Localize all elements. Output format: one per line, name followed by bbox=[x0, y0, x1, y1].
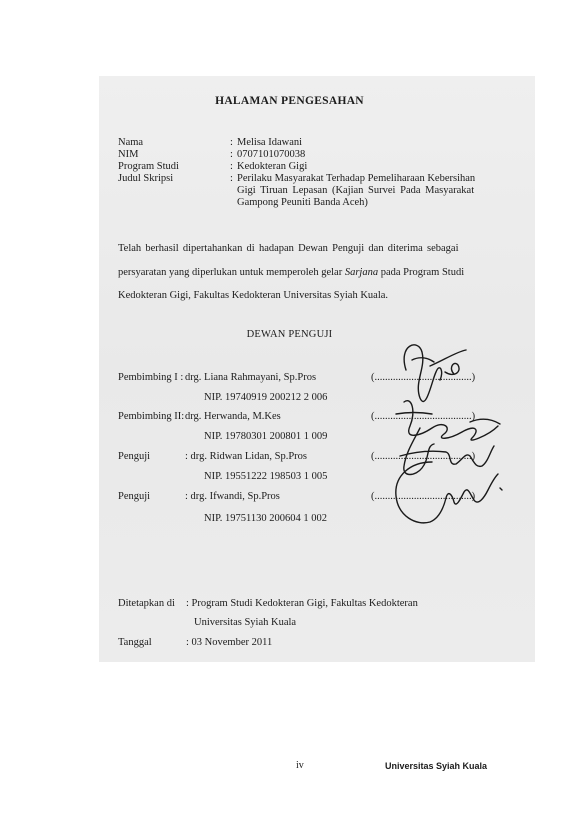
examiner-nip-4: NIP. 19751130 200604 1 002 bbox=[204, 513, 327, 524]
examiner-role-3: Penguji bbox=[118, 451, 151, 462]
ditetapkan-value-2: Universitas Syiah Kuala bbox=[194, 617, 297, 628]
field-label-nama: Nama bbox=[118, 137, 144, 148]
examiner-name-4: : drg. Ifwandi, Sp.Pros bbox=[185, 491, 280, 502]
footer-university: Universitas Syiah Kuala bbox=[385, 761, 488, 771]
signature-line-1: (.....................................) bbox=[371, 372, 476, 383]
field-label-program-studi: Program Studi bbox=[118, 161, 179, 172]
examiner-nip-1: NIP. 19740919 200212 2 006 bbox=[204, 392, 328, 403]
signature-line-4: (.....................................) bbox=[371, 491, 476, 502]
signature-line-3: (.....................................) bbox=[371, 451, 476, 462]
field-value-program-studi: Kedokteran Gigi bbox=[237, 161, 308, 172]
paragraph-line-2-end: pada Program Studi bbox=[378, 267, 465, 278]
paragraph-line-2-text: persyaratan yang diperlukan untuk memperoleh gelar bbox=[118, 267, 345, 278]
examiner-name-2: drg. Herwanda, M.Kes bbox=[185, 411, 281, 422]
field-colon-judul-skripsi: : bbox=[230, 173, 233, 184]
degree-name: Sarjana bbox=[344, 267, 379, 278]
board-title: DEWAN PENGUJI bbox=[246, 329, 333, 340]
signature-line-2: (.....................................) bbox=[371, 411, 476, 422]
tanggal-value: : 03 November 2011 bbox=[186, 637, 273, 648]
field-colon-nama: : bbox=[230, 137, 233, 148]
page-number: iv bbox=[296, 760, 304, 771]
field-label-judul-skripsi: Judul Skripsi bbox=[118, 173, 174, 184]
examiner-name-1: drg. Liana Rahmayani, Sp.Pros bbox=[185, 372, 317, 383]
paragraph-line-1: Telah berhasil dipertahankan di hadapan Dewan Penguji dan diterima sebagai bbox=[118, 243, 459, 254]
examiner-role-2: Pembimbing II: bbox=[118, 411, 185, 422]
signature-4 bbox=[396, 462, 502, 523]
examiner-role-1: Pembimbing I : bbox=[118, 372, 184, 383]
judul-line-2: Gigi Tiruan Lepasan (Kajian Survei Pada Masyarakat bbox=[237, 185, 475, 196]
signature-2 bbox=[396, 401, 500, 440]
ditetapkan-value: : Program Studi Kedokteran Gigi, Fakultas Kedokteran bbox=[186, 598, 418, 609]
field-label-nim: NIM bbox=[118, 149, 139, 160]
examiner-name-3: : drg. Ridwan Lidan, Sp.Pros bbox=[185, 451, 308, 462]
examiner-nip-2: NIP. 19780301 200801 1 009 bbox=[204, 431, 328, 442]
page-title: HALAMAN PENGESAHAN bbox=[215, 95, 364, 107]
ditetapkan-label: Ditetapkan di bbox=[118, 598, 175, 609]
field-colon-nim: : bbox=[230, 149, 233, 160]
signature-1 bbox=[404, 345, 466, 402]
judul-line-3: Gampong Peuniti Banda Aceh) bbox=[237, 197, 368, 208]
paragraph-line-3: Kedokteran Gigi, Fakultas Kedokteran Universitas Syiah Kuala. bbox=[118, 290, 389, 301]
examiner-nip-3: NIP. 19551222 198503 1 005 bbox=[204, 471, 328, 482]
field-colon-program-studi: : bbox=[230, 161, 233, 172]
tanggal-label: Tanggal bbox=[118, 637, 152, 648]
field-value-judul-skripsi: Perilaku Masyarakat Terhadap Pemeliharaan Kebersihan bbox=[237, 173, 476, 184]
field-value-nim: 0707101070038 bbox=[237, 149, 306, 160]
examiner-role-4: Penguji bbox=[118, 491, 151, 502]
field-value-nama: Melisa Idawani bbox=[237, 137, 303, 148]
